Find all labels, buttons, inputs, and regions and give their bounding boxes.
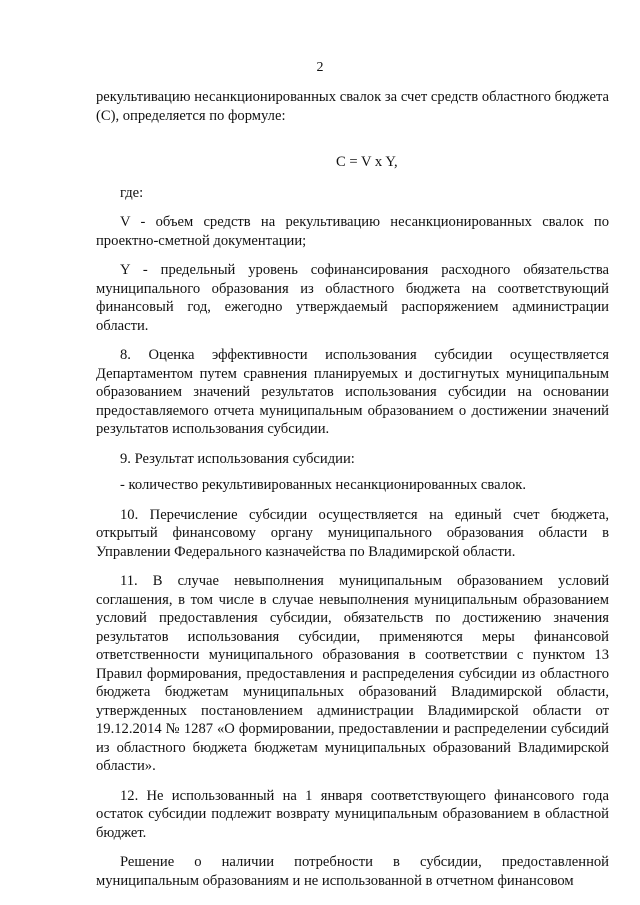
where-label: где: xyxy=(120,184,144,201)
document-body xyxy=(96,88,609,890)
paragraph-9-item: - количество рекультивированных несанкционированных свалок. xyxy=(120,477,527,493)
paragraph-13: Решение о наличии потребности в субсидии, предоставленной муниципальным образованиям и не использованной в отчетном финансовом xyxy=(96,854,609,889)
variable-v-definition: V - объем средств на рекультивацию несанкционированных свалок по проектно-сметной документации; xyxy=(96,214,609,249)
paragraph-9: 9. Результат использования субсидии: xyxy=(120,450,355,467)
page-number: 2 xyxy=(316,60,324,75)
paragraph-12: 12. Не использованный на 1 января соответствующего финансового года остаток субсидии подлежит возврату муниципальным образованием в областной бюджет. xyxy=(96,787,609,841)
paragraph-formula-intro: рекультивацию несанкционированных свалок за счет средств областного бюджета (С), определяется по формуле: xyxy=(96,89,609,124)
paragraph-10: 10. Перечисление субсидии осуществляется на единый счет бюджета, открытый финансовому органу муниципального образования области в Управлении Федерального казначейства по Владимирской области. xyxy=(96,506,609,560)
formula: C = V x Y, xyxy=(336,154,398,170)
paragraph-11: 11. В случае невыполнения муниципальным образованием условий соглашения, в том числе в случае невыполнения муниципальным образованием условий предоставления субсидии, обязательств по достижению значения результатов использования субсидии, применяются меры финансовой ответственности муниципального образования в соответствии с пунктом 13 Правил формирования, предоставления и распределения субсидии из областного бюджета бюджетам муниципальных образований Владимирской области, утвержденных постановлением администрации Владимирской области от 19.12.2014 № 1287 «О формировании, предоставлении и распределении субсидий из областного бюджета бюджетам муниципальных образований Владимирской области». xyxy=(96,573,609,774)
variable-y-definition: Y - предельный уровень софинансирования расходного обязательства муниципального образования из областного бюджета на соответствующий финансовый год, ежегодно утверждаемый распоряжением администрации области. xyxy=(96,262,609,334)
paragraph-8: 8. Оценка эффективности использования субсидии осуществляется Департаментом путем сравнения планируемых и достигнутых муниципальным образованием значений результатов использования субсидии на основании предоставляемого отчета муниципальным образованием о достижении значений результатов использования субсидии. xyxy=(96,347,609,437)
